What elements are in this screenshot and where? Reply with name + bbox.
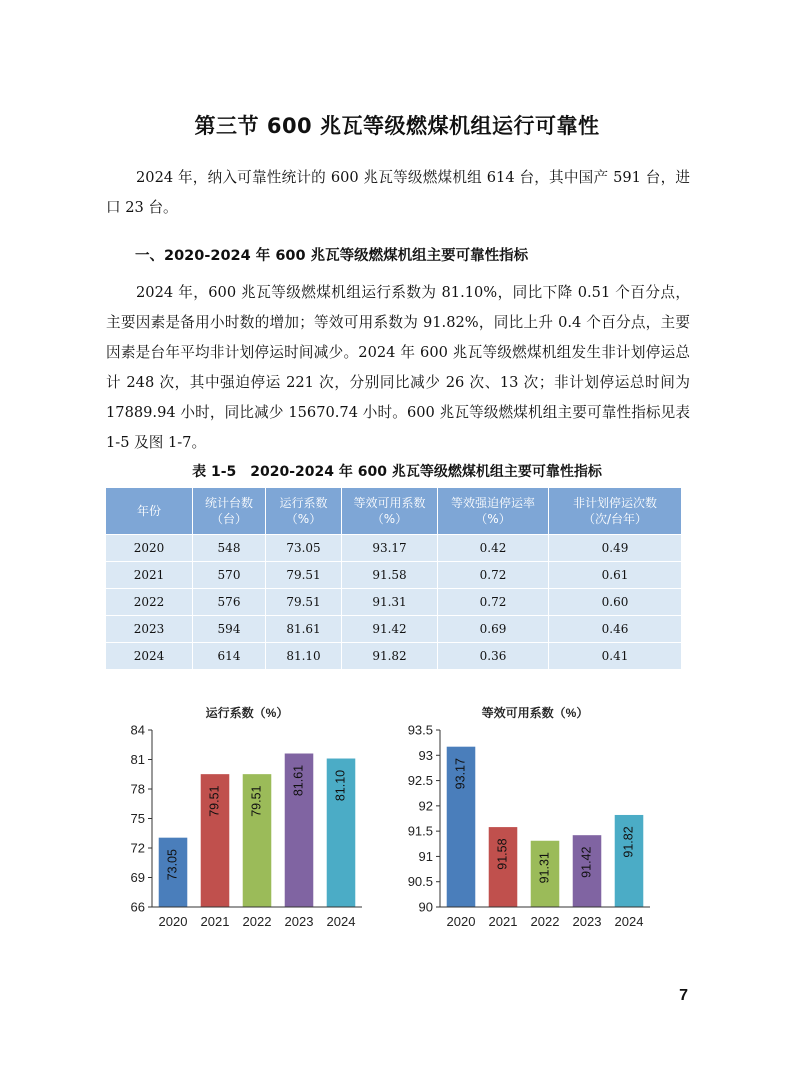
x-tick-label: 2021 (488, 914, 518, 929)
x-tick-label: 2021 (200, 914, 230, 929)
y-tick-label: 90 (418, 899, 433, 915)
table-cell: 91.42 (342, 616, 438, 643)
table-cell: 0.46 (549, 616, 682, 643)
bar-value-label: 81.10 (333, 769, 348, 802)
table-cell: 79.51 (266, 562, 342, 589)
table-cell: 0.60 (549, 589, 682, 616)
x-tick-label: 2022 (530, 914, 560, 929)
chart-title: 运行系数（%） (205, 706, 289, 720)
table-cell: 2022 (106, 589, 193, 616)
table-cell: 2023 (106, 616, 193, 643)
table-header-row (106, 488, 681, 535)
table-cell: 0.42 (438, 535, 549, 562)
table-row (106, 562, 681, 589)
table-cell: 0.72 (438, 589, 549, 616)
table-cell: 2021 (106, 562, 193, 589)
y-tick-label: 93 (418, 747, 433, 763)
bar-value-label: 91.42 (579, 846, 594, 878)
y-tick-label: 72 (130, 840, 145, 856)
table-cell: 594 (193, 616, 266, 643)
y-tick-label: 92 (418, 798, 433, 814)
intro-paragraph: 2024 年，纳入可靠性统计的 600 兆瓦等级燃煤机组 614 台，其中国产 591 台，进口 23 台。 (106, 169, 690, 216)
bar-value-label: 73.05 (165, 849, 180, 881)
table-cell: 576 (193, 589, 266, 616)
table-cell: 91.31 (342, 589, 438, 616)
header-forced-outage-rate: 等效强迫停运率 （%） (438, 488, 549, 535)
y-tick-label: 84 (130, 722, 145, 738)
y-tick-label: 81 (130, 752, 145, 767)
bar-value-label: 93.17 (453, 758, 468, 790)
table-cell: 548 (193, 535, 266, 562)
x-tick-label: 2020 (158, 914, 188, 929)
bar-value-label: 91.58 (495, 838, 510, 870)
x-tick-label: 2023 (572, 914, 602, 929)
equivalent-availability-chart (400, 700, 662, 936)
y-tick-label: 91 (418, 848, 433, 864)
header-year: 年份 (106, 488, 193, 535)
table-cell: 91.58 (342, 562, 438, 589)
bar-value-label: 79.51 (207, 785, 222, 817)
table-cell: 0.41 (549, 643, 682, 670)
x-tick-label: 2024 (326, 914, 356, 929)
page-number: 7 (679, 987, 688, 1004)
table-cell: 73.05 (266, 535, 342, 562)
header-unit-count: 统计台数 （台） (193, 488, 266, 535)
x-tick-label: 2020 (446, 914, 476, 929)
table-cell: 2024 (106, 643, 193, 670)
bar-value-label: 91.82 (621, 826, 636, 858)
header-operation-factor: 运行系数 （%） (266, 488, 342, 535)
table-cell: 0.72 (438, 562, 549, 589)
table-cell: 79.51 (266, 589, 342, 616)
x-tick-label: 2024 (614, 914, 644, 929)
reliability-table (106, 488, 681, 669)
table-row (106, 616, 681, 643)
bar-value-label: 81.61 (291, 764, 306, 797)
table-cell: 0.61 (549, 562, 682, 589)
table-row (106, 535, 681, 562)
header-equivalent-availability: 等效可用系数 （%） (342, 488, 438, 535)
bar-value-label: 79.51 (249, 785, 264, 817)
table-cell: 2020 (106, 535, 193, 562)
table-cell: 0.49 (549, 535, 682, 562)
table-cell: 91.82 (342, 643, 438, 670)
table-cell: 570 (193, 562, 266, 589)
section-heading: 一、2020-2024 年 600 兆瓦等级燃煤机组主要可靠性指标 (135, 248, 529, 264)
body-paragraph: 2024 年，600 兆瓦等级燃煤机组运行系数为 81.10%，同比下降 0.51 个百分点，主要因素是备用小时数的增加；等效可用系数为 91.82%，同比上升 0.4 个百分点，主要因素是台年平均非计划停运时间减少。2024 年 600 兆瓦等级燃煤机组发生非计划停运总计 248 次，其中强迫停运 221 次，分别同比减少 26 次、13 次；非计划停运总时间为 17889.94 小时，同比减少 15670.74 小时。600 兆瓦等级燃煤机组主要可靠性指标见表 1-5 及图 1-7。 (106, 284, 690, 451)
x-tick-label: 2023 (284, 914, 314, 929)
x-tick-label: 2022 (242, 914, 272, 929)
table-cell: 93.17 (342, 535, 438, 562)
y-tick-label: 66 (130, 899, 145, 915)
table-row (106, 643, 681, 670)
y-tick-label: 93.5 (407, 722, 433, 738)
table-cell: 81.10 (266, 643, 342, 670)
bar-value-label: 91.31 (537, 852, 552, 884)
y-tick-label: 91.5 (407, 823, 433, 839)
table-row (106, 589, 681, 616)
table-cell: 614 (193, 643, 266, 670)
chart-title: 等效可用系数（%） (481, 706, 589, 720)
y-tick-label: 78 (130, 781, 145, 797)
page-title: 第三节 600 兆瓦等级燃煤机组运行可靠性 (194, 114, 600, 138)
y-tick-label: 92.5 (407, 773, 433, 789)
table-cell: 0.69 (438, 616, 549, 643)
header-unplanned-outages: 非计划停运次数 （次/台年） (549, 488, 682, 535)
y-tick-label: 75 (130, 811, 145, 826)
table-caption: 表 1-5 2020-2024 年 600 兆瓦等级燃煤机组主要可靠性指标 (192, 464, 602, 480)
y-tick-label: 69 (130, 870, 145, 885)
y-tick-label: 90.5 (407, 874, 433, 890)
operation-factor-chart (112, 700, 374, 936)
table-cell: 0.36 (438, 643, 549, 670)
table-cell: 81.61 (266, 616, 342, 643)
